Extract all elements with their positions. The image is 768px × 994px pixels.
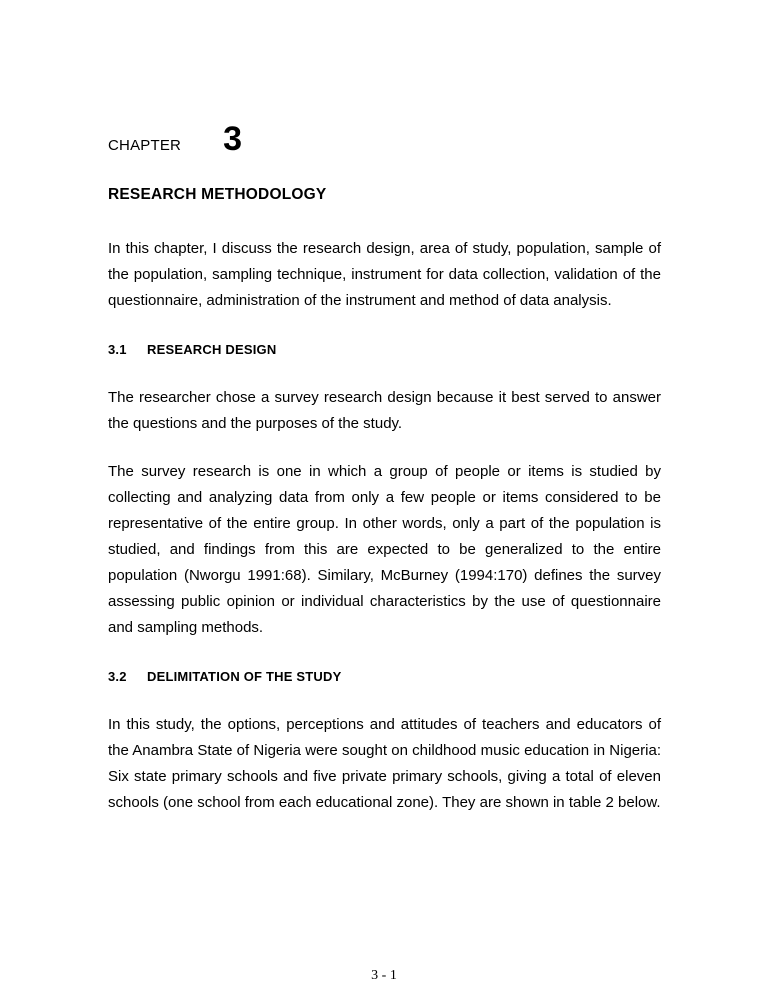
section-heading-research-design bbox=[108, 342, 661, 357]
page-number: 3 - 1 bbox=[371, 968, 397, 983]
section-title: DELIMITATION OF THE STUDY bbox=[147, 669, 342, 684]
section-title: RESEARCH DESIGN bbox=[147, 342, 277, 357]
page-title: RESEARCH METHODOLOGY bbox=[108, 186, 327, 203]
section-heading-delimitation bbox=[108, 669, 661, 684]
paragraph: In this study, the options, perceptions and attitudes of teachers and educators of the Anambra State of Nigeria were sought on childhood music education in Nigeria: Six state primary schools and five private primary schools, giving a total of eleven schools (one school from each educational zone). They are shown in table 2 below. bbox=[108, 716, 661, 811]
section-number: 3.2 bbox=[108, 669, 127, 684]
paragraph: The survey research is one in which a group of people or items is studied by collecting and analyzing data from only a few people or items considered to be representative of the entire group. In other words, only a part of the population is studied, and findings from this are expected to be generalized to the entire population (Nworgu 1991:68). Similary, McBurney (1994:170) defines the survey assessing public opinion or individual characteristics by the use of questionnaire and sampling methods. bbox=[108, 463, 661, 636]
chapter-heading bbox=[108, 122, 661, 156]
chapter-number: 3 bbox=[223, 120, 242, 158]
intro-paragraph: In this chapter, I discuss the research design, area of study, population, sample of the population, sampling technique, instrument for data collection, validation of the questionnaire, administration of the instrument and method of data analysis. bbox=[108, 240, 661, 309]
section-number: 3.1 bbox=[108, 342, 127, 357]
paragraph: The researcher chose a survey research design because it best served to answer the questions and the purposes of the study. bbox=[108, 389, 661, 432]
chapter-label: CHAPTER bbox=[108, 137, 182, 154]
